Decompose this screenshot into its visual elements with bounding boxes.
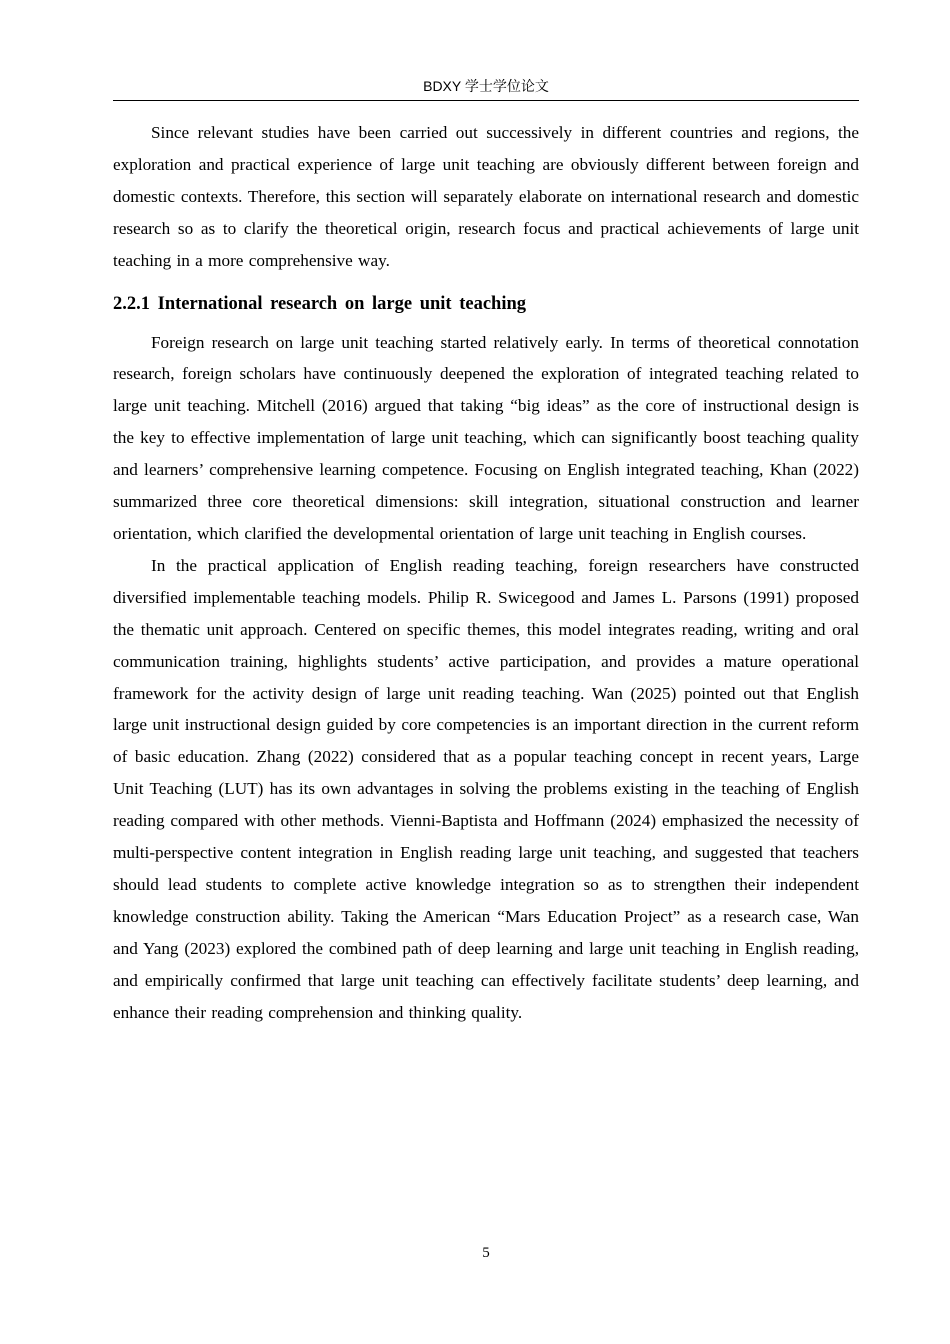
page-number: 5 [482, 1245, 490, 1261]
body-text [113, 117, 859, 1028]
intro-paragraph: Since relevant studies have been carried out successively in different countries and regions, the exploration and practical experience of large unit teaching are obviously different between foreign and domestic contexts. Therefore, this section will separately elaborate on international research and domestic research so as to clarify the theoretical origin, research focus and practical achievements of large unit teaching in a more comprehensive way. [113, 123, 859, 270]
running-header: BDXY 学士学位论文 [423, 78, 549, 94]
section-heading: 2.2.1 International research on large unit teaching [113, 293, 526, 314]
body-paragraph: Foreign research on large unit teaching started relatively early. In terms of theoretical connotation research, foreign scholars have continuously deepened the exploration of integrated teaching related to large unit teaching. Mitchell (2016) argued that taking “big ideas” as the core of instructional design is the key to effective implementation of large unit teaching, which can significantly boost teaching quality and learners’ comprehensive learning competence. Focusing on English integrated teaching, Khan (2022) summarized three core theoretical dimensions: skill integration, situational construction and learner orientation, which clarified the developmental orientation of large unit teaching in English courses. [113, 332, 859, 543]
header-divider [113, 100, 859, 101]
body-paragraph: In the practical application of English reading teaching, foreign researchers have constructed diversified implementable teaching models. Philip R. Swicegood and James L. Parsons (1991) proposed the thematic unit approach. Centered on specific themes, this model integrates reading, writing and oral communication training, highlights students’ active participation, and provides a mature operational framework for the activity design of large unit reading teaching. Wan (2025) pointed out that English large unit instructional design guided by core competencies is an important direction in the current reform of basic education. Zhang (2022) considered that as a popular teaching concept in recent years, Large Unit Teaching (LUT) has its own advantages in solving the problems existing in the teaching of English reading compared with other methods. Vienni-Baptista and Hoffmann (2024) emphasized the necessity of multi-perspective content integration in English reading large unit teaching, and suggested that teachers should lead students to complete active knowledge integration so as to strengthen their independent knowledge construction ability. Taking the American “Mars Education Project” as a research case, Wan and Yang (2023) explored the combined path of deep learning and large unit teaching in English reading, and empirically confirmed that large unit teaching can effectively facilitate students’ deep learning, and enhance their reading comprehension and thinking quality. [113, 555, 859, 1022]
